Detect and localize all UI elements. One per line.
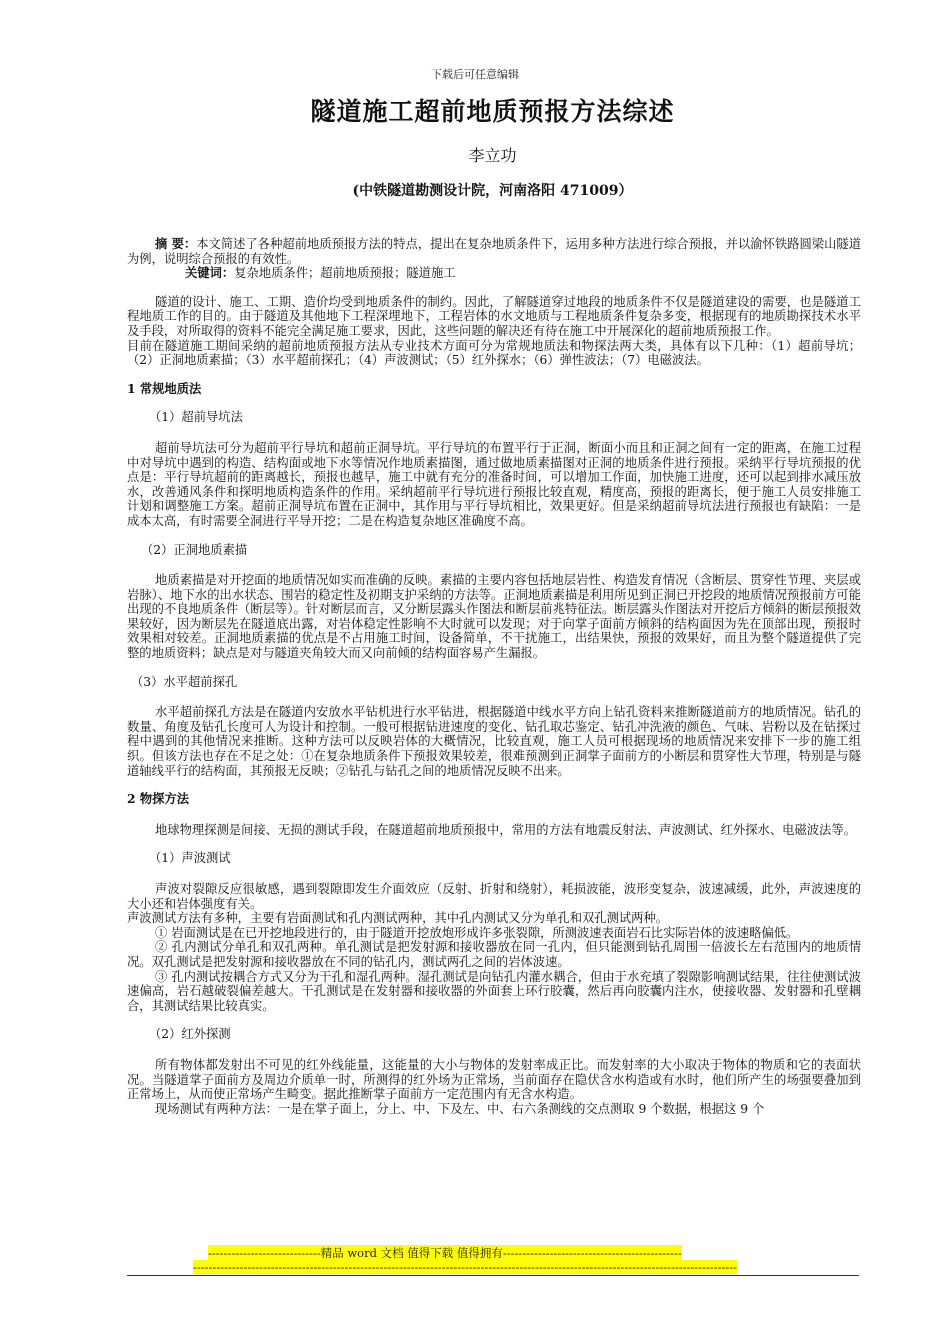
keywords bbox=[127, 266, 861, 281]
section-1-3-text: 水平超前探孔方法是在隧道内安放水平钻机进行水平钻进，根据隧道中线水平方向上钻孔资料来推断隧道前方的地质情况。钻孔的数量、角度及钻孔长度可人为设计和控制。一般可根据钻进速度的变化、钻孔取芯鉴定、钻孔冲洗液的颜色、气味、岩粉以及在钻探过程中遇到的其他情况来推断。这种方法可以反映岩体的大概情况，比较直观，施工人员可根据现场的地质情况来安排下一步的施工组织。但该方法也存在不足之处：①在复杂地质条件下预报效果较差，很难预测到正洞掌子面前方的小断层和贯穿性大节理，特别是与隧道轴线平行的结构面，其预报无反映；②钻孔与钻孔之间的地质情况反映不出来。 bbox=[127, 705, 861, 778]
section-2-2-p2: 现场测试有两种方法：一是在掌子面上，分上、中、下及左、中、右六条测线的交点测取 9 个数据，根据这 9 个 bbox=[155, 1101, 765, 1116]
section-2-1-p1: 声波对裂隙反应很敏感，遇到裂隙即发生介面效应（反射、折射和绕射），耗损波能，波形变复杂，波速减缓，此外，声波速度的大小还和岩体强度有关。 bbox=[127, 882, 861, 911]
document-body bbox=[127, 237, 861, 1116]
abstract-label: 摘 要： bbox=[155, 236, 197, 251]
section-2-1-p2: 声波测试方法有多种，主要有岩面测试和孔内测试两种，其中孔内测试又分为单孔和双孔测试两种。 bbox=[127, 911, 669, 926]
footer-banner: -----------------------------精品 word 文档 值得下载 值得拥有---------------------------------------------- bbox=[208, 1246, 682, 1260]
section-2-1-heading: （1）声波测试 bbox=[149, 851, 231, 866]
section-2-2-p1: 所有物体都发射出不可见的红外线能量，这能量的大小与物体的发射率成正比。而发射率的大小取决于物体的物质和它的表面状况。当隧道掌子面前方及周边介质单一时，所测得的红外场为正常场，当前面存在隐伏含水构造或有水时，他们所产生的场强要叠加到正常场上，从而使正常场产生畸变。据此推断掌子面前方一定范围内有无含水构造。 bbox=[127, 1057, 861, 1102]
abstract-text: 本文简述了各种超前地质预报方法的特点，提出在复杂地质条件下，运用多种方法进行综合预报，并以渝怀铁路圆梁山隧道为例，说明综合预报的有效性。 bbox=[127, 237, 861, 266]
section-2-intro: 地球物理探测是间接、无损的测试手段，在隧道超前地质预报中，常用的方法有地震反射法、声波测试、红外探水、电磁波法等。 bbox=[155, 822, 856, 837]
section-1-1-heading: （1）超前导坑法 bbox=[149, 410, 243, 425]
section-2-1-p3: ① 岩面测试是在已开挖地段进行的，由于隧道开挖放炮形成许多张裂隙，所测波速表面岩石比实际岩体的波速略偏低。 bbox=[155, 925, 799, 940]
page-title: 隧道施工超前地质预报方法综述 bbox=[310, 97, 675, 126]
header-note: 下载后可任意编辑 bbox=[431, 68, 519, 81]
intro-paragraph-1: 隧道的设计、施工、工期、造价均受到地质条件的制约。因此，了解隧道穿过地段的地质条件不仅是隧道建设的需要，也是隧道工程地质工作的目的。由于隧道及其他地下工程深埋地下，工程岩体的水文地质与工程地质条件复杂多变，根据现有的地质勘探技术水平及手段，对所取得的资料不能完全满足施工要求，因此，这些问题的解决还有待在施工中开展深化的超前地质预报工作。 bbox=[127, 294, 861, 338]
section-1-2-text: 地质素描是对开挖面的地质情况如实而准确的反映。素描的主要内容包括地层岩性、构造发育情况（含断层、贯穿性节理、夹层或岩脉）、地下水的出水状态、围岩的稳定性及初期支护采纳的方法等。正洞地质素描是利用所见到正洞已开挖段的地质情况预报前方可能出现的不良地质条件（断层等）。针对断层而言，又分断层露头作图法和断层前兆特征法。断层露头作图法对开挖后方倾斜的断层预报效果较好，因为断层先在隧道底出露，对岩体稳定性影响不大时就可以发现；对于向掌子面前方倾斜的结构面因为先在顶部出现，预报时效果相对较差。正洞地质素描的优点是不占用施工时间，设备简单，不干扰施工，出结果快，预报的效果好，而且为整个隧道提供了完整的地质资料；缺点是对与隧道夹角较大而又向前倾的结构面容易产生漏报。 bbox=[127, 573, 861, 661]
footer-rule bbox=[127, 1275, 859, 1276]
section-1-heading: 1 常规地质法 bbox=[127, 380, 202, 396]
section-2-heading: 2 物探方法 bbox=[127, 791, 190, 807]
section-2-1-p4: ② 孔内测试分单孔和双孔两种。单孔测试是把发射源和接收器放在同一孔内，但只能测到钻孔周围一倍波长左右范围内的地质情况。双孔测试是把发射源和接收器放在不同的钻孔内，测试两孔之间的岩体波速。 bbox=[127, 940, 861, 969]
section-2-2-heading: （2）红外探测 bbox=[149, 1027, 231, 1042]
affiliation: (中铁隧道勘测设计院，河南洛阳 471009） bbox=[352, 183, 633, 199]
section-1-1-text: 超前导坑法可分为超前平行导坑和超前正洞导坑。平行导坑的布置平行于正洞，断面小而且和正洞之间有一定的距离，在施工过程中对导坑中遇到的构造、结构面或地下水等情况作地质素描图，通过做地质素描图对正洞的地质条件进行预报。采纳平行导坑预报的优点是：平行导坑超前的距离越长，预报也越早，施工中就有充分的准备时间，可以增加工作面，加快施工进度，还可以起到排水减压放水，改善通风条件和探明地质构造条件的作用。采纳超前平行导坑进行预报比较直观，精度高，预报的距离长，便于施工人员安排施工计划和调整施工方案。超前正洞导坑布置在正洞中，其作用与平行导坑相比，效果更好。但是采纳超前导坑法进行预报也有缺陷：一是成本太高，有时需要全洞进行平导开挖；二是在构造复杂地区准确度不高。 bbox=[127, 440, 861, 528]
section-1-2-heading: （2）正洞地质素描 bbox=[141, 542, 248, 557]
author: 李立功 bbox=[468, 146, 517, 165]
section-2-1-p5: ③ 孔内测试按耦合方式又分为干孔和湿孔两种。湿孔测试是向钻孔内灌水耦合，但由于水充填了裂隙影响测试结果，往往使测试波速偏高，岩石越破裂偏差越大。干孔测试是在发射器和接收器的外面套上环行胶囊，然后再向胶囊内注水，使接收器、发射器和孔壁耦合，其测试结果比较真实。 bbox=[127, 969, 861, 1013]
section-1-3-heading: （3）水平超前探孔 bbox=[131, 674, 238, 689]
intro-paragraph-2: 目前在隧道施工期间采纳的超前地质预报方法从专业技术方面可分为常规地质法和物探法两大类，具体有以下几种：（1）超前导坑；（2）正洞地质素描；（3）水平超前探孔；（4）声波测试；（5）红外探水；（6）弹性波法；（7）电磁波法。 bbox=[127, 338, 861, 368]
keywords-label: 关键词： bbox=[185, 265, 235, 281]
keywords-text: 复杂地质条件；超前地质预报；隧道施工 bbox=[234, 266, 456, 281]
abstract bbox=[127, 237, 861, 266]
footer-dashes: -------------------------------------------------------------------------------------------------------------------------------------------- bbox=[193, 1260, 738, 1274]
